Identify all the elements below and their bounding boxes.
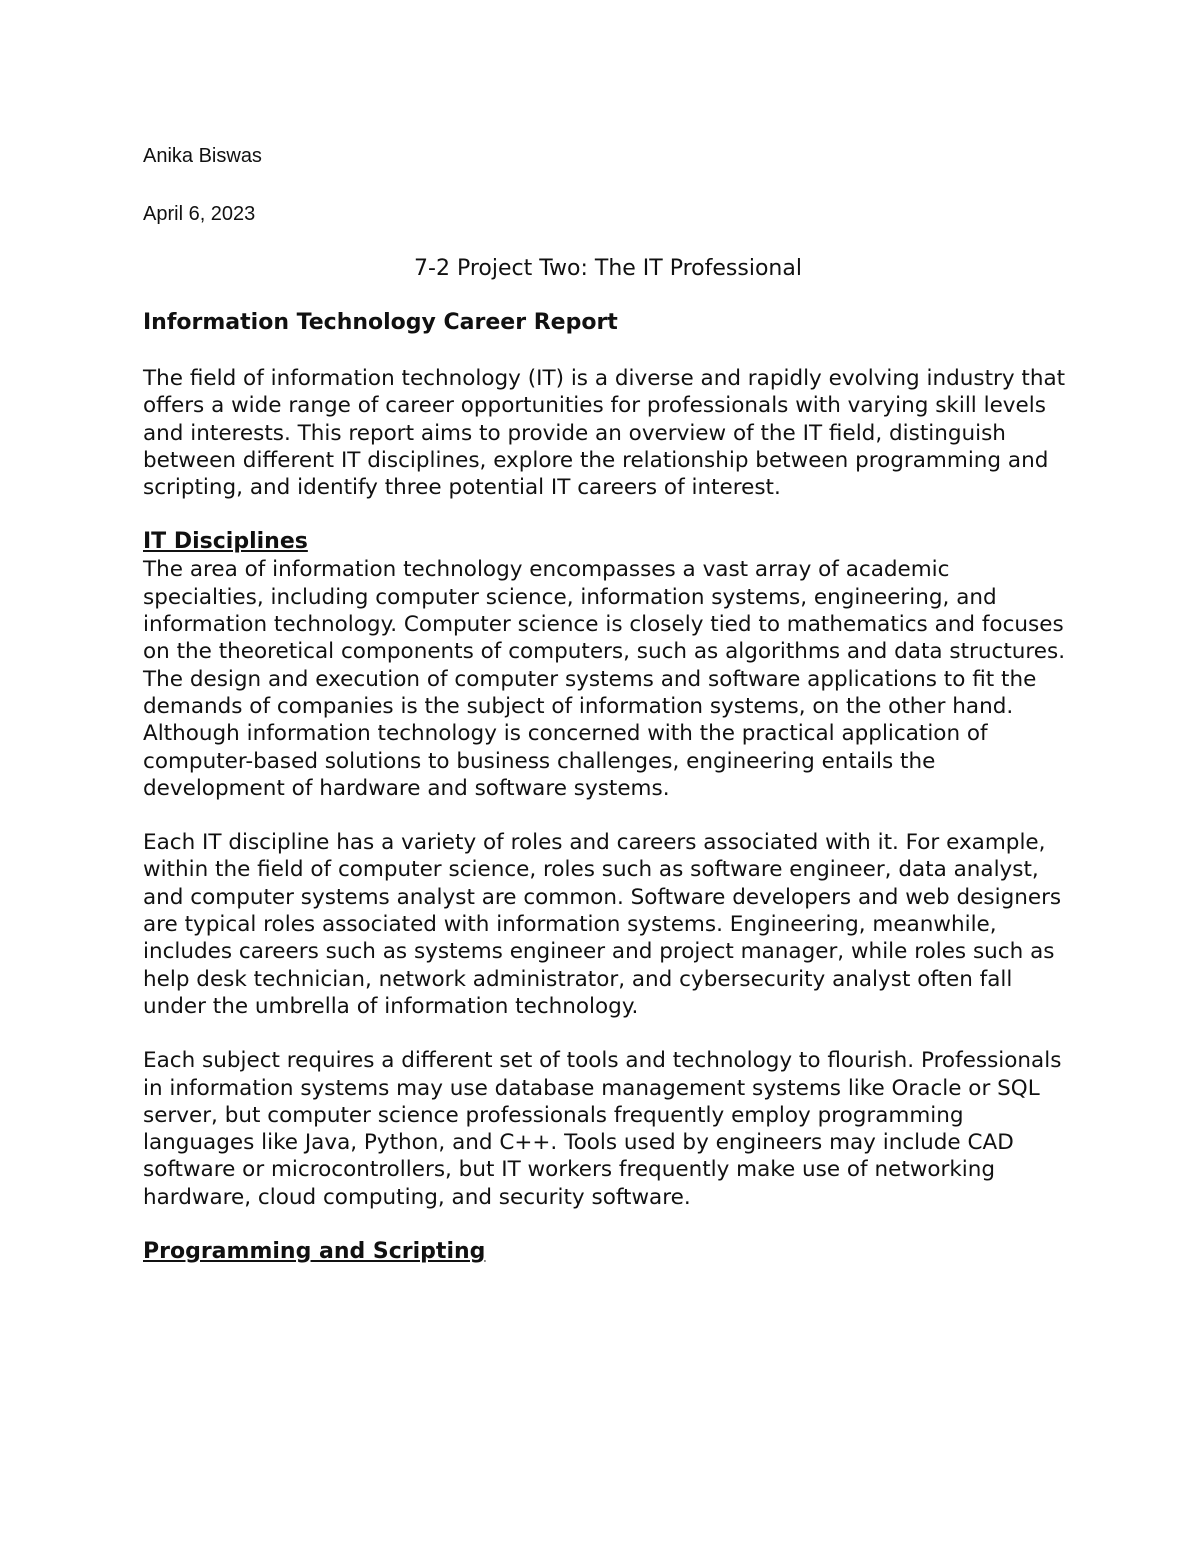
document-body: [143, 141, 1073, 1266]
intro-paragraph: The field of information technology (IT) is a diverse and rapidly evolving industry that offers a wide range of career opportunities for professionals with varying skill levels and interests. This report aims to provide an overview of the IT field, distinguish between different IT disciplines, explore the relationship between programming and scripting, and identify three potential IT careers of interest.: [143, 366, 1066, 501]
section-heading-it-disciplines: IT Disciplines: [143, 529, 308, 555]
section-heading-programming-scripting: Programming and Scripting: [143, 1239, 486, 1265]
document-date: April 6, 2023: [143, 203, 256, 225]
author-name: Anika Biswas: [143, 145, 262, 167]
document-title: 7-2 Project Two: The IT Professional: [414, 256, 802, 281]
it-disciplines-paragraph-2: Each IT discipline has a variety of roles and careers associated with it. For example, within the field of computer science, roles such as software engineer, data analyst, and computer systems analyst are common. Software developers and web designers are typical roles associated with information systems. Engineering, meanwhile, includes careers such as systems engineer and project manager, while roles such as help desk technician, network administrator, and cybersecurity analyst often fall under the umbrella of information technology.: [143, 830, 1062, 1019]
report-heading: Information Technology Career Report: [143, 310, 618, 335]
it-disciplines-paragraph-3: Each subject requires a different set of tools and technology to flourish. Professionals in information systems may use database management systems like Oracle or SQL server, but computer science professionals frequently employ programming languages like Java, Python, and C++. Tools used by engineers may include CAD software or microcontrollers, but IT workers frequently make use of networking hardware, cloud computing, and security software.: [143, 1048, 1062, 1210]
it-disciplines-paragraph-1: The area of information technology encompasses a vast array of academic specialties, including computer science, information systems, engineering, and information technology. Computer science is closely tied to mathematics and focuses on the theoretical components of computers, such as algorithms and data structures. The design and execution of computer systems and software applications to fit the demands of companies is the subject of information systems, on the other hand. Although information technology is concerned with the practical application of computer-based solutions to business challenges, engineering entails the development of hardware and software systems.: [143, 557, 1066, 801]
